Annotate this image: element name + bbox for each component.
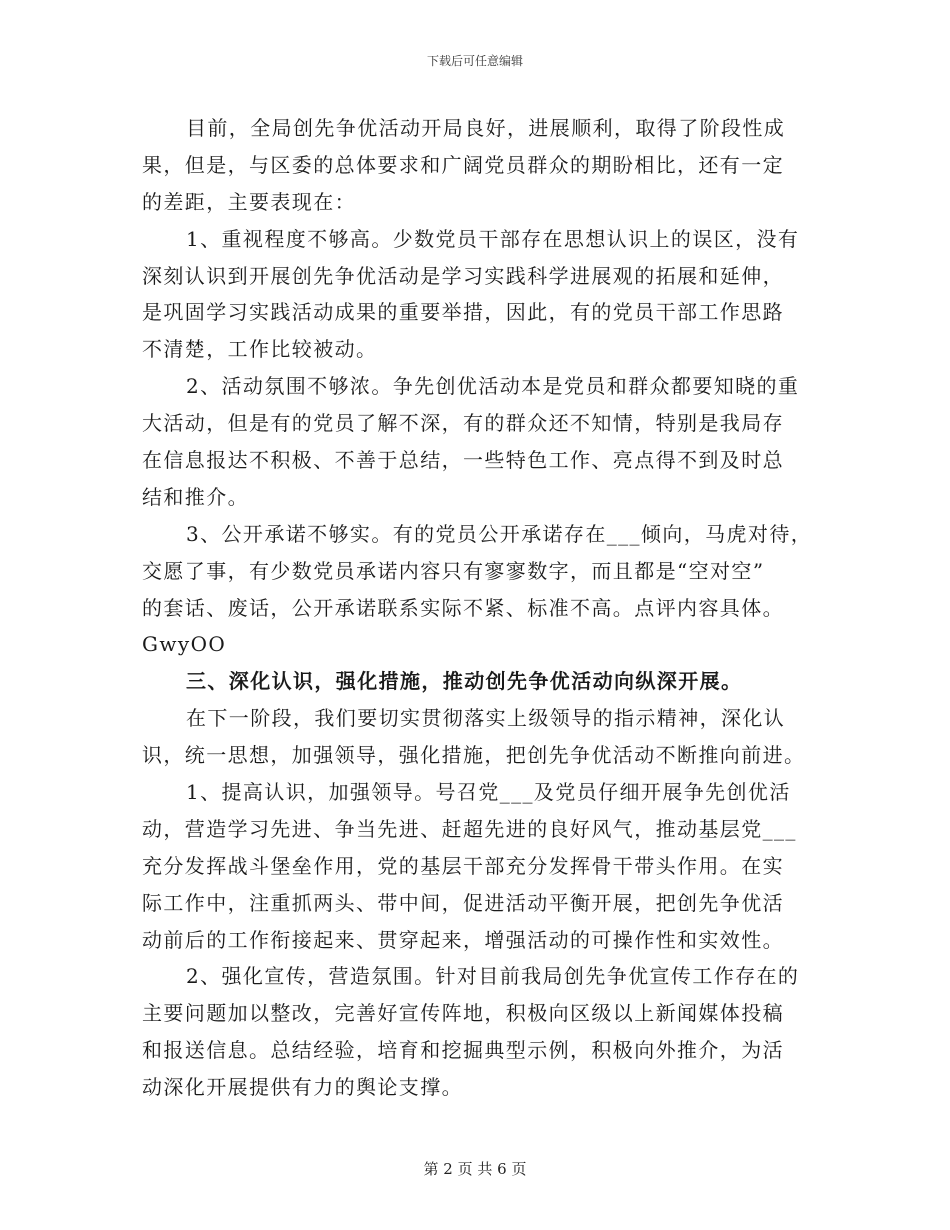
paragraph-line: 在信息报达不积极、不善于总结，一些特色工作、亮点得不到及时总 bbox=[142, 448, 784, 473]
paragraph-line: 识，统一思想，加强领导，强化措施，把创先争优活动不断推向前进。 bbox=[142, 743, 806, 768]
paragraph-line: 动前后的工作衔接起来、贯穿起来，增强活动的可操作性和实效性。 bbox=[142, 927, 784, 952]
page-footer: 第 2 页 共 6 页 bbox=[423, 1160, 527, 1178]
paragraph-line: 动深化开展提供有力的舆论支撑。 bbox=[142, 1075, 463, 1100]
paragraph-line: 主要问题加以整改，完善好宣传阵地，积极向区级以上新闻媒体投稿 bbox=[142, 1001, 784, 1026]
paragraph-line: 际工作中，注重抓两头、带中间，促进活动平衡开展，把创先争优活 bbox=[142, 890, 784, 915]
paragraph-line: 的差距，主要表现在： bbox=[142, 189, 356, 214]
paragraph-line: 交愿了事，有少数党员承诺内容只有寥寥数字，而且都是“空对空” bbox=[142, 558, 765, 583]
paragraph-line: 动，营造学习先进、争当先进、赶超先进的良好风气，推动基层党___ bbox=[142, 816, 797, 841]
paragraph-line: 深刻认识到开展创先争优活动是学习实践科学进展观的拓展和延伸， bbox=[142, 263, 784, 288]
paragraph-line: 2、活动氛围不够浓。争先创优活动本是党员和群众都要知晓的重 bbox=[186, 374, 800, 399]
paragraph-line: 1、重视程度不够高。少数党员干部存在思想认识上的误区，没有 bbox=[186, 226, 800, 251]
paragraph-line: 和报送信息。总结经验，培育和挖掘典型示例，积极向外推介，为活 bbox=[142, 1038, 784, 1063]
paragraph-line: 是巩固学习实践活动成果的重要举措，因此，有的党员干部工作思路 bbox=[142, 300, 784, 325]
document-body bbox=[142, 110, 813, 1106]
paragraph-line: 3、公开承诺不够实。有的党员公开承诺存在___倾向，马虎对待， bbox=[186, 521, 813, 546]
paragraph-line: 的套话、废话，公开承诺联系实际不紧、标准不高。点评内容具体。 bbox=[142, 595, 784, 620]
paragraph-line: 1、提高认识，加强领导。号召党___及党员仔细开展争先创优活 bbox=[186, 780, 791, 805]
paragraph-line: GwyOO bbox=[142, 632, 227, 657]
paragraph-line: 结和推介。 bbox=[142, 484, 249, 509]
paragraph-line: 在下一阶段，我们要切实贯彻落实上级领导的指示精神，深化认 bbox=[186, 706, 786, 731]
section-heading: 三、深化认识，强化措施，推动创先争优活动向纵深开展。 bbox=[186, 669, 743, 694]
paragraph-line: 2、强化宣传，营造氛围。针对目前我局创先争优宣传工作存在的 bbox=[186, 964, 800, 989]
paragraph-line: 果，但是，与区委的总体要求和广阔党员群众的期盼相比，还有一定 bbox=[142, 152, 784, 177]
paragraph-line: 不清楚，工作比较被动。 bbox=[142, 337, 378, 362]
paragraph-line: 充分发挥战斗堡垒作用，党的基层干部充分发挥骨干带头作用。在实 bbox=[142, 853, 784, 878]
paragraph-line: 大活动，但是有的党员了解不深，有的群众还不知情，特别是我局存 bbox=[142, 411, 784, 436]
paragraph-line: 目前，全局创先争优活动开局良好，进展顺利，取得了阶段性成 bbox=[186, 116, 786, 140]
page-header: 下载后可任意编辑 bbox=[426, 54, 523, 68]
